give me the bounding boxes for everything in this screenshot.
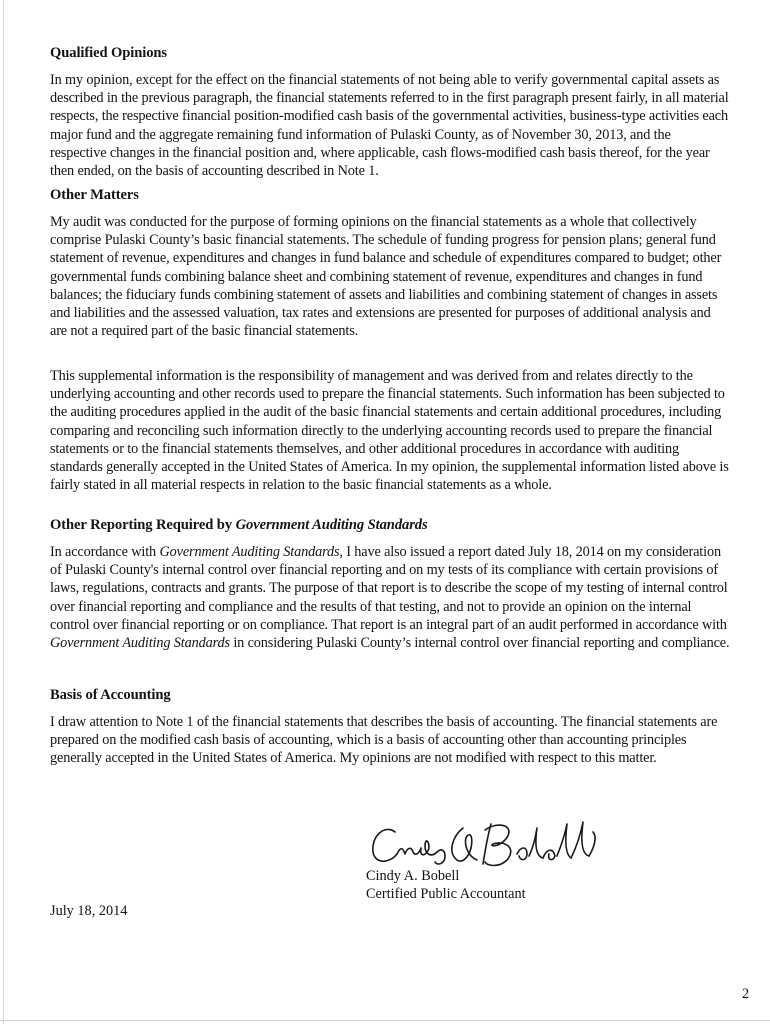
scan-edge-left <box>3 0 4 1024</box>
other-reporting-text-3: in considering Pulaski County’s internal control over financial reporting and compliance. <box>229 635 730 652</box>
signer-block <box>366 867 526 903</box>
other-reporting-text-1: In accordance with <box>50 544 160 560</box>
other-reporting-italic-2: Government Auditing Standards <box>50 635 230 652</box>
other-reporting-italic-1: Government Auditing Standards <box>159 544 340 560</box>
paragraph-other-matters-1: My audit was conducted for the purpose of forming opinions on the financial statements as a whole that collectively comprise Pulaski County’s basic financial statements. The schedule of funding progress for pension plans; general fund statement of revenue, expenditures and changes in fund balance and schedule of expenditures compared to budget; other governmental funds combining balance sheet and combining statement of revenue, expenditures and changes in fund balances; the fiduciary funds combining statement of assets and liabilities and combining statement of changes in assets and liabilities and the assessed valuation, tax rates and extensions are presented for purposes of additional analysis and are not a required part of the basic financial statements. <box>50 214 722 340</box>
scan-edge-bottom <box>0 1020 770 1021</box>
paragraph-other-matters-2: This supplemental information is the responsibility of management and was derived from and relates directly to the underlying accounting and other records used to prepare the financial statements. Such information has been subjected to the auditing procedures applied in the audit of the basic financial statements and certain additional procedures, including comparing and reconciling such information directly to the underlying accounting records used to prepare the financial statements or to the financial statements themselves, and other additional procedures in accordance with auditing standards generally accepted in the United States of America. In my opinion, the supplemental information listed above is fairly stated in all material respects in relation to the basic financial statements as a whole. <box>50 368 729 494</box>
paragraph-qualified-opinions: In my opinion, except for the effect on the financial statements of not being able to verify governmental capital assets as described in the previous paragraph, the financial statements referred to in the first paragraph present fairly, in all material respects, the respective financial position-modified cash basis of the governmental activities, business-type activities each major fund and the aggregate remaining fund information of Pulaski County, as of November 30, 2013, and the respective changes in the financial position and, where applicable, cash flows-modified cash basis thereof, for the year then ended, on the basis of accounting described in Note 1. <box>50 72 729 180</box>
other-reporting-text-2: , I have also issued a report dated July 18, 2014 on my consideration of Pulaski County's internal control over financial reporting and on my tests of its compliance with certain provisions of laws, regulations, contracts and grants. The purpose of that report is to describe the scope of my testing of internal control over financial reporting and compliance and the results of that testing, and not to provide an opinion on the internal control over financial reporting or on compliance. That report is an integral part of an audit performed in accordance with <box>50 544 728 633</box>
signer-name: Cindy A. Bobell <box>366 868 460 884</box>
heading-other-reporting <box>50 516 730 534</box>
heading-other-reporting-italic: Government Auditing Standards <box>235 517 428 533</box>
page-number: 2 <box>742 986 750 1002</box>
paragraph-basis-of-accounting: I draw attention to Note 1 of the financial statements that describes the basis of accounting. The financial statements are prepared on the modified cash basis of accounting, which is a basis of accounting other than accounting principles generally accepted in the United States of America. My opinions are not modified with respect to this matter. <box>50 714 718 767</box>
signer-title: Certified Public Accountant <box>366 886 526 903</box>
heading-other-matters: Other Matters <box>50 187 139 203</box>
heading-basis-of-accounting: Basis of Accounting <box>50 687 171 703</box>
report-date: July 18, 2014 <box>50 903 128 919</box>
heading-other-reporting-prefix: Other Reporting Required by <box>50 517 236 533</box>
paragraph-other-reporting <box>50 543 730 652</box>
heading-qualified-opinions: Qualified Opinions <box>50 45 168 61</box>
